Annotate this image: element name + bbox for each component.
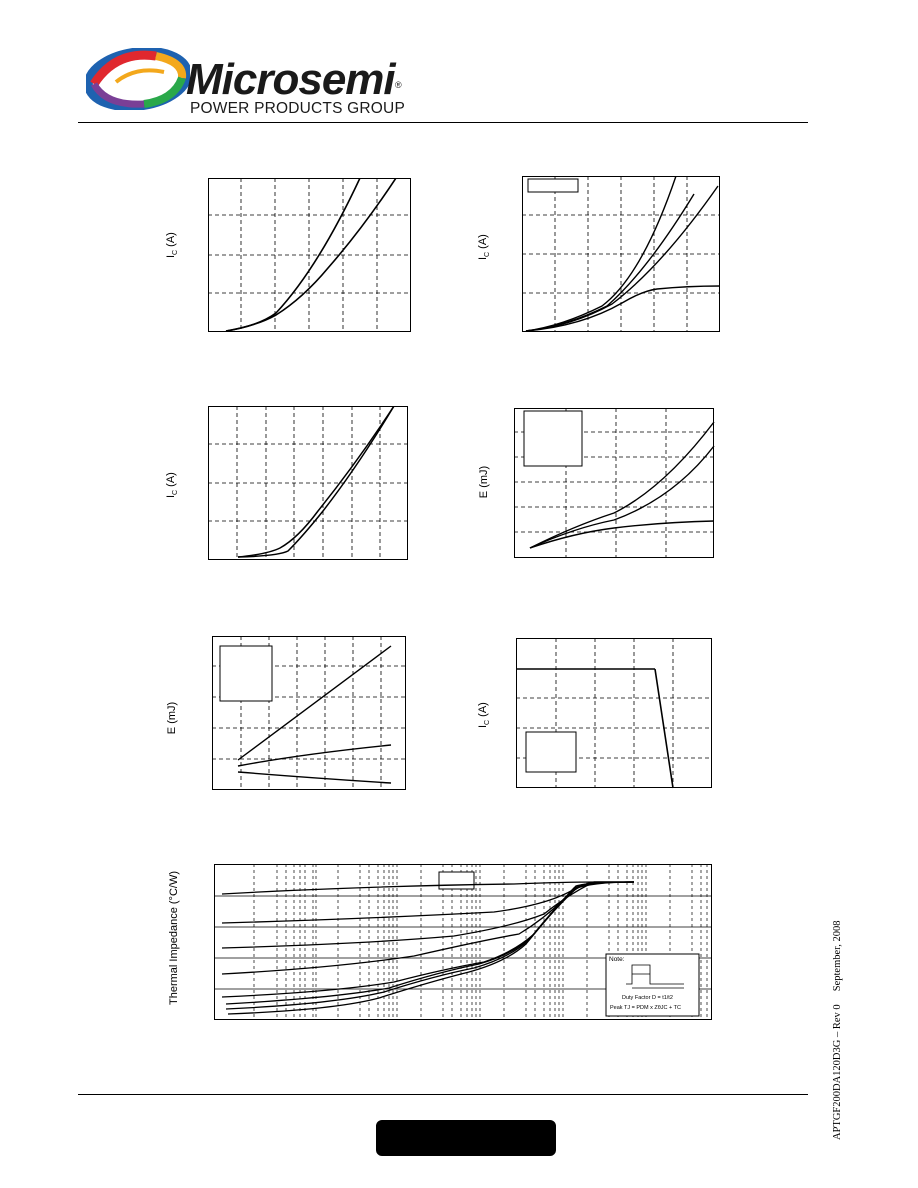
page-number-box [376, 1120, 556, 1156]
chart-3-plot [208, 406, 410, 562]
footer-rule [78, 1094, 808, 1095]
brand-name: Microsemi [186, 55, 395, 104]
chart-7-legend-box [439, 872, 474, 889]
chart-7-note-title: Note: [609, 956, 625, 963]
chart-2-plot [522, 176, 722, 334]
chart-4-legend-box [524, 411, 582, 466]
chart-6-legend-box [526, 732, 576, 772]
chart-7-note-duty: Duty Factor D = t1/t2 [622, 995, 673, 1001]
chart-2-ylabel: $I_C$ (A) [476, 234, 492, 261]
chart-3-ylabel: $I_C$ (A) [164, 472, 180, 499]
logo-swirl-icon [86, 48, 190, 110]
chart-6-plot [516, 638, 714, 790]
chart-1-plot [208, 178, 412, 334]
side-document-info: APTGF200DA120D3G – Rev 0 September, 2008 [832, 920, 843, 1140]
chart-2-legend-box [528, 179, 578, 192]
chart-1-curve-b [226, 178, 396, 331]
header-rule [78, 122, 808, 123]
chart-7-ylabel: Thermal Impedance (°C/W) [168, 871, 180, 1005]
chart-7-note-peak: Peak TJ = PDM x ZθJC + TC [610, 1005, 682, 1011]
chart-5-plot [212, 636, 408, 792]
chart-4-plot [514, 408, 716, 560]
division-name: POWER PRODUCTS GROUP [190, 100, 405, 117]
chart-1-ylabel: $I_C$ (A) [164, 232, 180, 259]
chart-5-ylabel: E (mJ) [166, 701, 178, 735]
chart-6-ylabel: $I_C$ (A) [476, 702, 492, 729]
chart-7-plot [214, 864, 714, 1022]
chart-4-ylabel: E (mJ) [478, 465, 490, 499]
registered-mark: ® [395, 80, 402, 90]
chart-5-legend-box [220, 646, 272, 701]
